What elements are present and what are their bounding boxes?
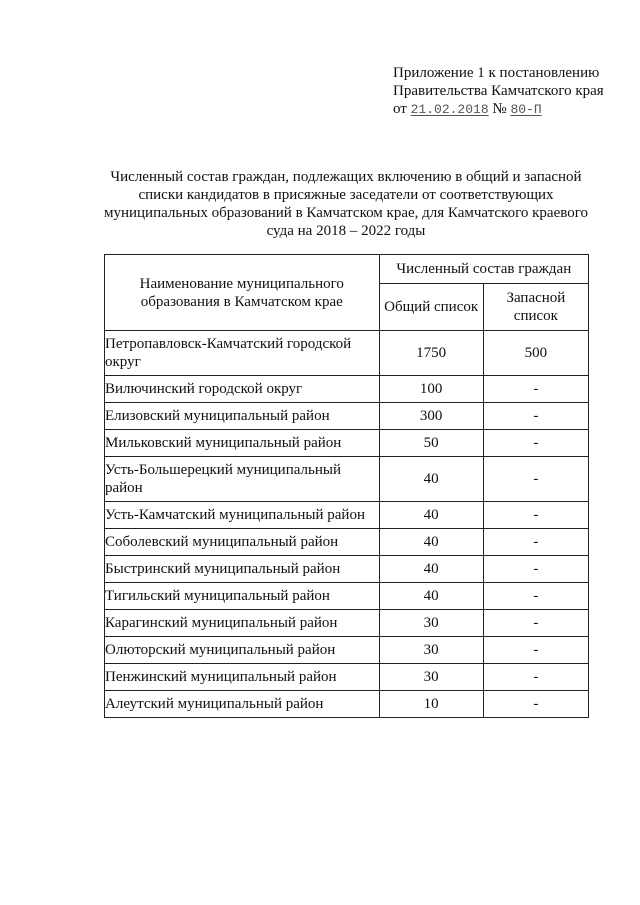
jurors-table (104, 254, 589, 718)
main-list-count: 40 (379, 457, 483, 502)
reserve-list-count: - (483, 556, 588, 583)
appendix-line-1: Приложение 1 к постановлению (393, 65, 600, 81)
reserve-list-count: - (483, 502, 588, 529)
reserve-list-count: - (483, 583, 588, 610)
appendix-line-2: Правительства Камчатского края (393, 83, 604, 99)
header-main-list: Общий список (379, 284, 483, 331)
main-list-count: 50 (379, 430, 483, 457)
header-municipality: Наименование муниципального образования в Камчатском крае (105, 255, 380, 331)
table-row (105, 637, 589, 664)
reserve-list-count: - (483, 457, 588, 502)
main-list-count: 30 (379, 610, 483, 637)
main-list-count: 30 (379, 664, 483, 691)
document-title: Численный состав граждан, подлежащих включению в общий и запасной списки кандидатов в присяжные заседатели от соответствующих муниципальных образований в Камчатском крае, для Камчатского краевого суда на 2018 – 2022 годы (103, 169, 589, 239)
main-list-count: 10 (379, 691, 483, 718)
municipality-name: Быстринский муниципальный район (105, 556, 380, 583)
municipality-name: Петропавловск-Камчатский городской округ (105, 331, 380, 376)
municipality-name: Усть-Большерецкий муниципальный район (105, 457, 380, 502)
date-prefix: от (393, 101, 407, 117)
municipality-name: Олюторский муниципальный район (105, 637, 380, 664)
table-row (105, 457, 589, 502)
table-row (105, 430, 589, 457)
table-row (105, 664, 589, 691)
header-reserve-list: Запасной список (483, 284, 588, 331)
decree-date: 21.02.2018 (410, 102, 489, 117)
municipality-name: Елизовский муниципальный район (105, 403, 380, 430)
reserve-list-count: 500 (483, 331, 588, 376)
municipality-name: Алеутский муниципальный район (105, 691, 380, 718)
municipality-name: Пенжинский муниципальный район (105, 664, 380, 691)
appendix-date-line (393, 100, 623, 119)
table-row (105, 691, 589, 718)
municipality-name: Соболевский муниципальный район (105, 529, 380, 556)
main-list-count: 100 (379, 376, 483, 403)
table-row (105, 529, 589, 556)
reserve-list-count: - (483, 376, 588, 403)
header-citizens-count: Численный состав граждан (379, 255, 588, 284)
table-row (105, 610, 589, 637)
main-list-count: 300 (379, 403, 483, 430)
reserve-list-count: - (483, 637, 588, 664)
reserve-list-count: - (483, 403, 588, 430)
table-row (105, 403, 589, 430)
table-row (105, 502, 589, 529)
reserve-list-count: - (483, 664, 588, 691)
table-row (105, 376, 589, 403)
main-list-count: 40 (379, 529, 483, 556)
reserve-list-count: - (483, 430, 588, 457)
number-prefix: № (492, 101, 507, 117)
reserve-list-count: - (483, 691, 588, 718)
main-list-count: 30 (379, 637, 483, 664)
main-list-count: 40 (379, 583, 483, 610)
main-list-count: 40 (379, 502, 483, 529)
table-row (105, 331, 589, 376)
main-list-count: 40 (379, 556, 483, 583)
municipality-name: Усть-Камчатский муниципальный район (105, 502, 380, 529)
municipality-name: Карагинский муниципальный район (105, 610, 380, 637)
municipality-name: Мильковский муниципальный район (105, 430, 380, 457)
table-body (105, 331, 589, 718)
table-row (105, 556, 589, 583)
appendix-header (393, 64, 623, 119)
reserve-list-count: - (483, 529, 588, 556)
decree-number: 80-П (510, 102, 542, 117)
municipality-name: Вилючинский городской округ (105, 376, 380, 403)
municipality-name: Тигильский муниципальный район (105, 583, 380, 610)
main-list-count: 1750 (379, 331, 483, 376)
table-row (105, 583, 589, 610)
reserve-list-count: - (483, 610, 588, 637)
